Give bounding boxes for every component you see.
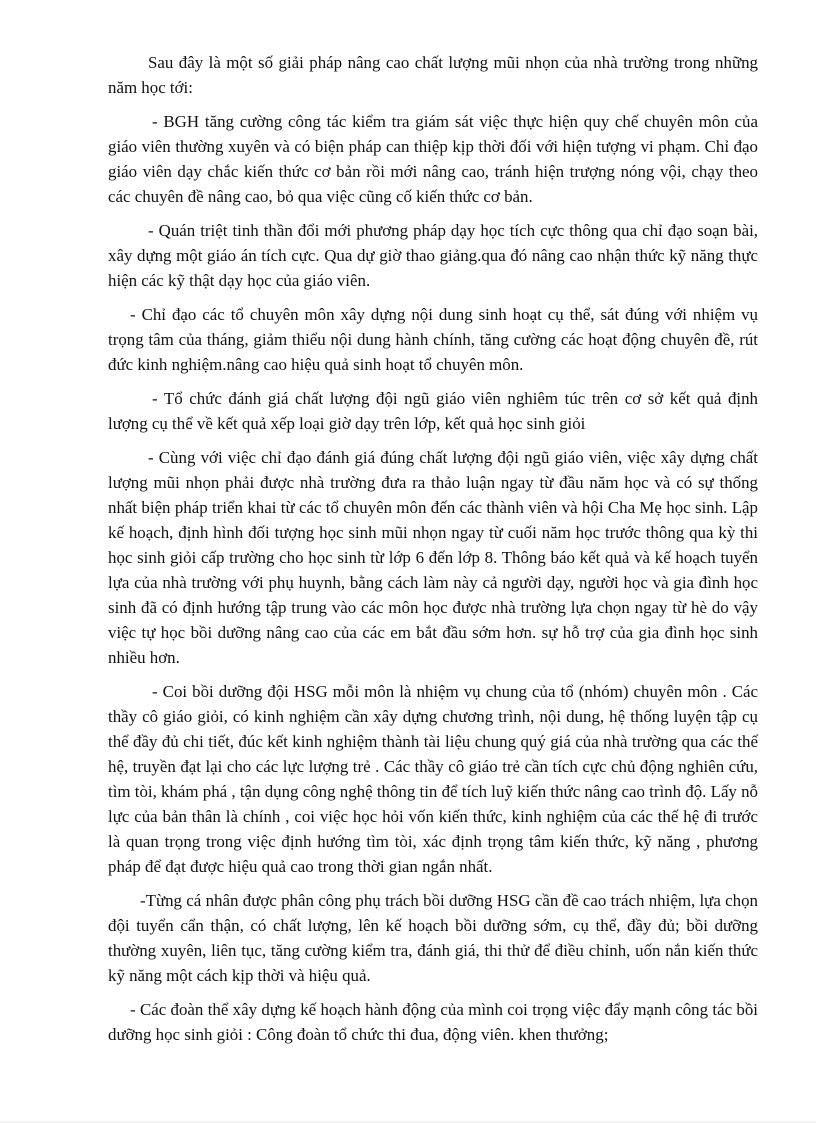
paragraph-hsg-training: - Coi bồi dưỡng đội HSG mỗi môn là nhiệm vụ chung của tổ (nhóm) chuyên môn . Các thầy cô giáo giỏi, có kinh nghiệm cần xây dựng chương trình, nội dung, hệ thống luyện tập cụ thể đầy đủ chi tiết, đúc kết kinh nghiệm thành tài liệu chung quý giá của nhà trường qua các thế hệ, truyền đạt lại cho các lực lượng trẻ . Các thầy cô giáo trẻ cần tích cực chủ động nghiên cứu, tìm tòi, khám phá , tận dụng công nghệ thông tin để tích luỹ kiến thức nâng cao trình độ. Lấy nỗ lực của bản thân là chính , coi việc học hỏi vốn kiến thức, kinh nghiệm của các thế hệ đi trước là quan trọng trong việc định hướng tìm tòi, xác định trọng tâm kiến thức, kỹ năng , phương pháp để đạt được hiệu quả cao trong thời gian ngắn nhất. xyxy=(108,682,758,876)
paragraph-bgh-inspection: - BGH tăng cường công tác kiểm tra giám sát việc thực hiện quy chế chuyên môn của giáo viên thường xuyên và có biện pháp can thiệp kịp thời đối với hiện tượng vi phạm. Chỉ đạo giáo viên dạy chắc kiến thức cơ bản rồi mới nâng cao, tránh hiện trượng nóng vội, chạy theo các chuyên đề nâng cao, bỏ qua việc cũng cố kiến thức cơ bản. xyxy=(108,112,758,206)
paragraph-teaching-method: - Quán triệt tinh thần đổi mới phương pháp dạy học tích cực thông qua chỉ đạo soạn bài, xây dựng một giáo án tích cực. Qua dự giờ thao giảng.qua đó nâng cao nhận thức kỹ năng thực hiện các kỹ thật dạy học của giáo viên. xyxy=(108,221,758,290)
paragraph-intro: Sau đây là một số giải pháp nâng cao chất lượng mũi nhọn của nhà trường trong những năm học tới: xyxy=(108,53,758,97)
document-page xyxy=(108,50,758,1047)
paragraph-teacher-evaluation: - Tổ chức đánh giá chất lượng đội ngũ giáo viên nghiêm túc trên cơ sở kết quả định lượng cụ thể về kết quả xếp loại giờ dạy trên lớp, kết quả học sinh giỏi xyxy=(108,389,758,433)
paragraph-individual-responsibility: -Từng cá nhân được phân công phụ trách bồi dưỡng HSG cần đề cao trách nhiệm, lựa chọn đội tuyển cẩn thận, có chất lượng, lên kế hoạch bồi dưỡng sớm, cụ thể, đầy đủ; bồi dưỡng thường xuyên, liên tục, tăng cường kiểm tra, đánh giá, thi thử để điều chỉnh, uốn nắn kiến thức kỹ năng một cách kịp thời và hiệu quả. xyxy=(108,891,758,985)
paragraph-professional-groups: - Chỉ đạo các tổ chuyên môn xây dựng nội dung sinh hoạt cụ thể, sát đúng với nhiệm vụ trọng tâm của tháng, giảm thiểu nội dung hành chính, tăng cường các hoạt động chuyên đề, rút đức kinh nghiệm.nâng cao hiệu quả sinh hoạt tổ chuyên môn. xyxy=(108,305,758,374)
paragraph-unions-plan: - Các đoàn thể xây dựng kế hoạch hành động của mình coi trọng việc đẩy mạnh công tác bồi dưỡng học sinh giỏi : Công đoàn tổ chức thi đua, động viên. khen thưởng; xyxy=(108,1000,758,1044)
paragraph-spearhead-quality: - Cùng với việc chỉ đạo đánh giá đúng chất lượng đội ngũ giáo viên, việc xây dựng chất lượng mũi nhọn phải được nhà trường đưa ra thảo luận ngay từ đầu năm học và có sự thống nhất biện pháp triển khai từ các tổ chuyên môn đến các thành viên và hội Cha Mẹ học sinh. Lập kế hoạch, định hình đối tượng học sinh mũi nhọn ngay từ cuối năm học trước thông qua kỳ thi học sinh giỏi cấp trường cho học sinh từ lớp 6 đến lớp 8. Thông báo kết quả và kế hoạch tuyển lựa của nhà trường với phụ huynh, bằng cách làm này cả người dạy, người học và gia đình học sinh đã có định hướng tập trung vào các môn học được nhà trường lựa chọn ngay từ hè do vậy việc tự học bồi dưỡng nâng cao của các em bắt đầu sớm hơn. sự hỗ trợ của gia đình học sinh nhiều hơn. xyxy=(108,448,758,667)
